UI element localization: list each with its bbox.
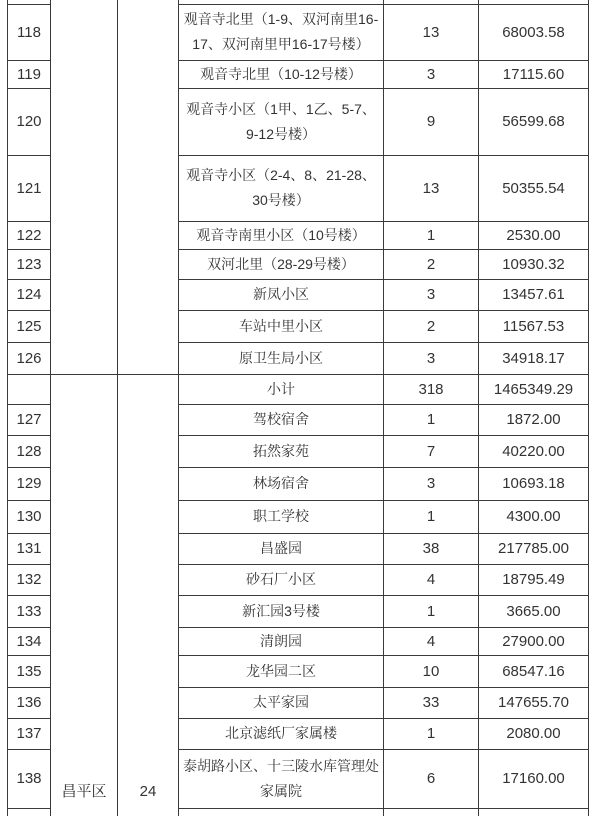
- amount-cell: 13457.61: [479, 279, 589, 310]
- household-count-cell: 1: [384, 221, 479, 249]
- community-name-cell: 砂石厂小区: [179, 564, 384, 595]
- amount-cell: 68003.58: [479, 4, 589, 60]
- row-number-cell: 138: [8, 749, 51, 808]
- household-count-cell: 13: [384, 4, 479, 60]
- row-number-cell: 134: [8, 627, 51, 655]
- communities-table: [7, 0, 589, 816]
- amount-cell: 11567.53: [479, 310, 589, 342]
- amount-cell: 2530.00: [479, 221, 589, 249]
- row-number-cell: 130: [8, 500, 51, 533]
- household-count-cell: 33: [384, 687, 479, 718]
- amount-cell: 27900.00: [479, 627, 589, 655]
- row-number-cell: 127: [8, 404, 51, 435]
- amount-cell: 3665.00: [479, 595, 589, 627]
- row-number-cell: 120: [8, 88, 51, 155]
- community-name-cell: 职工学校: [179, 500, 384, 533]
- row-number-cell: 124: [8, 279, 51, 310]
- row-number-cell: 137: [8, 718, 51, 749]
- amount-cell: 56599.68: [479, 88, 589, 155]
- amount-cell: [479, 808, 589, 816]
- amount-cell: 1872.00: [479, 404, 589, 435]
- household-count-cell: 13: [384, 155, 479, 221]
- amount-cell: 40220.00: [479, 435, 589, 467]
- row-number-cell: 129: [8, 467, 51, 500]
- household-count-cell: 3: [384, 60, 479, 88]
- amount-cell: 147655.70: [479, 687, 589, 718]
- community-name-cell: [179, 808, 384, 816]
- amount-cell: 10930.32: [479, 249, 589, 279]
- amount-cell: 4300.00: [479, 500, 589, 533]
- community-name-cell: 观音寺北里（10-12号楼）: [179, 60, 384, 88]
- community-name-cell: 昌盛园: [179, 533, 384, 564]
- amount-cell: 17160.00: [479, 749, 589, 808]
- household-count-cell: 4: [384, 564, 479, 595]
- household-count-cell: 1: [384, 718, 479, 749]
- amount-cell: 18795.49: [479, 564, 589, 595]
- community-name-cell: 观音寺小区（2-4、8、21-28、30号楼）: [179, 155, 384, 221]
- community-name-cell: 龙华园二区: [179, 655, 384, 687]
- household-count-cell: 1: [384, 500, 479, 533]
- household-count-cell: [384, 808, 479, 816]
- row-number-cell: 132: [8, 564, 51, 595]
- row-number-cell: 121: [8, 155, 51, 221]
- household-count-cell: 6: [384, 749, 479, 808]
- amount-cell: 2080.00: [479, 718, 589, 749]
- community-name-cell: 太平家园: [179, 687, 384, 718]
- community-name-cell: 观音寺小区（1甲、1乙、5-7、9-12号楼）: [179, 88, 384, 155]
- household-count-cell: 1: [384, 595, 479, 627]
- district-count-cell-upper: [118, 0, 179, 374]
- community-name-cell: 清朗园: [179, 627, 384, 655]
- household-count-cell: 3: [384, 279, 479, 310]
- row-number-cell: [8, 808, 51, 816]
- household-count-cell: 9: [384, 88, 479, 155]
- community-name-cell: 驾校宿舍: [179, 404, 384, 435]
- row-number-cell: 126: [8, 342, 51, 374]
- amount-cell: 17115.60: [479, 60, 589, 88]
- community-name-cell: 泰胡路小区、十三陵水库管理处家属院: [179, 749, 384, 808]
- subtotal-label-cell: 小计: [179, 374, 384, 404]
- row-number-cell: 128: [8, 435, 51, 467]
- household-count-cell: 10: [384, 655, 479, 687]
- amount-cell: 68547.16: [479, 655, 589, 687]
- household-count-cell: 2: [384, 310, 479, 342]
- subtotal-count-cell: 318: [384, 374, 479, 404]
- amount-cell: 50355.54: [479, 155, 589, 221]
- subtotal-amount-cell: 1465349.29: [479, 374, 589, 404]
- community-name-cell: 新汇园3号楼: [179, 595, 384, 627]
- community-name-cell: 新凤小区: [179, 279, 384, 310]
- household-count-cell: 4: [384, 627, 479, 655]
- table-row-subtotal: [8, 374, 589, 404]
- row-number-cell: 133: [8, 595, 51, 627]
- row-number-cell: 125: [8, 310, 51, 342]
- row-number-cell: 122: [8, 221, 51, 249]
- amount-cell: 34918.17: [479, 342, 589, 374]
- household-count-cell: 1: [384, 404, 479, 435]
- household-count-cell: 3: [384, 467, 479, 500]
- community-name-cell: 观音寺南里小区（10号楼）: [179, 221, 384, 249]
- row-number-cell: 131: [8, 533, 51, 564]
- row-number-cell: 135: [8, 655, 51, 687]
- row-number-cell: [8, 374, 51, 404]
- community-name-cell: 双河北里（28-29号楼）: [179, 249, 384, 279]
- household-count-cell: 38: [384, 533, 479, 564]
- amount-cell: 10693.18: [479, 467, 589, 500]
- community-name-cell: 原卫生局小区: [179, 342, 384, 374]
- row-number-cell: 136: [8, 687, 51, 718]
- district-count-cell: 24: [118, 374, 179, 816]
- household-count-cell: 3: [384, 342, 479, 374]
- community-name-cell: 北京滤纸厂家属楼: [179, 718, 384, 749]
- household-count-cell: 2: [384, 249, 479, 279]
- district-cell-upper: [51, 0, 118, 374]
- district-cell: 昌平区: [51, 374, 118, 816]
- community-name-cell: 拓然家苑: [179, 435, 384, 467]
- community-name-cell: 车站中里小区: [179, 310, 384, 342]
- row-number-cell: 119: [8, 60, 51, 88]
- community-name-cell: 观音寺北里（1-9、双河南里16-17、双河南里甲16-17号楼）: [179, 4, 384, 60]
- amount-cell: 217785.00: [479, 533, 589, 564]
- community-name-cell: 林场宿舍: [179, 467, 384, 500]
- household-count-cell: 7: [384, 435, 479, 467]
- row-number-cell: 123: [8, 249, 51, 279]
- row-number-cell: 118: [8, 4, 51, 60]
